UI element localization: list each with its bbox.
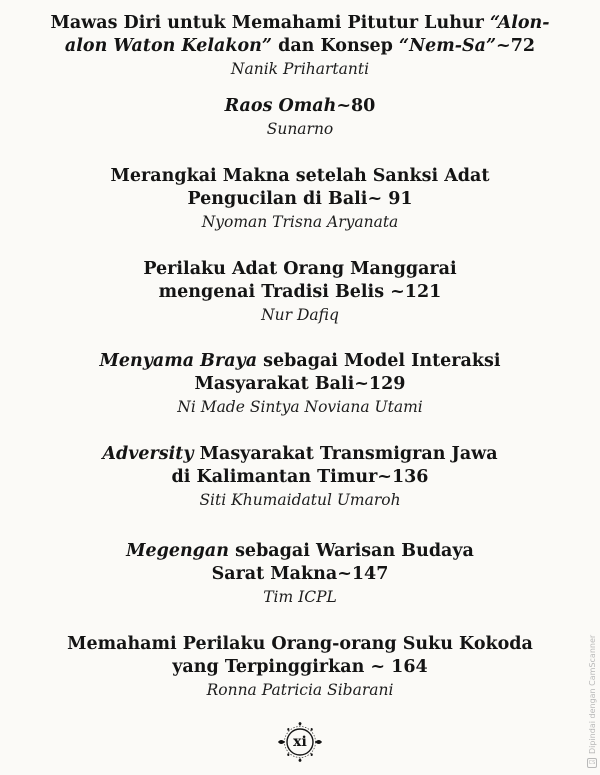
- toc-entry-4: [40, 258, 560, 326]
- entry-title: Adversity Masyarakat Transmigran Jawa: [102, 444, 498, 464]
- entry-author: Siti Khumaidatul Umaroh: [199, 491, 401, 509]
- entry-title: Raos Omah~80: [224, 96, 376, 116]
- entry-title-line2: yang Terpinggirkan ~ 164: [172, 657, 428, 677]
- page-number-text: xi: [293, 734, 307, 750]
- entry-author: Sunarno: [266, 120, 334, 138]
- entry-title: Menyama Braya sebagai Model Interaksi: [99, 351, 501, 371]
- camscanner-icon: CS: [588, 760, 596, 766]
- entry-title-line2: Pengucilan di Bali~ 91: [187, 189, 413, 209]
- toc-entry-2: [40, 95, 560, 140]
- entry-title-line2: Masyarakat Bali~129: [194, 374, 406, 394]
- entry-title: Memahami Perilaku Orang-orang Suku Kokoda: [67, 634, 533, 654]
- entry-title-line2: alon Waton Kelakon” dan Konsep “Nem-Sa”~72: [64, 36, 536, 56]
- toc-entry-3: [40, 165, 560, 233]
- toc-entry-7: [40, 540, 560, 608]
- entry-title: Perilaku Adat Orang Manggarai: [143, 259, 457, 279]
- entry-author: Nanik Prihartanti: [230, 60, 370, 78]
- toc-entry-1: [40, 12, 560, 80]
- entry-title-line2: Sarat Makna~147: [211, 564, 389, 584]
- entry-title-line2: mengenai Tradisi Belis ~121: [158, 282, 442, 302]
- entry-title: Mawas Diri untuk Memahami Pitutur Luhur “Alon-: [50, 13, 550, 33]
- entry-author: Ronna Patricia Sibarani: [206, 681, 394, 699]
- entry-author: Tim ICPL: [263, 588, 337, 606]
- entry-author: Ni Made Sintya Noviana Utami: [177, 398, 423, 416]
- watermark-text: Dipindai dengan CamScanner: [587, 634, 597, 754]
- toc-entry-8: [40, 633, 560, 701]
- entry-title: Megengan sebagai Warisan Budaya: [126, 541, 474, 561]
- toc-entry-5: [40, 350, 560, 418]
- entry-author: Nur Dafiq: [261, 306, 339, 324]
- entry-title-line2: di Kalimantan Timur~136: [171, 467, 429, 487]
- toc-entry-6: [40, 443, 560, 511]
- camscanner-watermark: [587, 635, 597, 768]
- page-number: [277, 722, 323, 762]
- entry-author: Nyoman Trisna Aryanata: [201, 213, 399, 231]
- entry-title: Merangkai Makna setelah Sanksi Adat: [110, 166, 490, 186]
